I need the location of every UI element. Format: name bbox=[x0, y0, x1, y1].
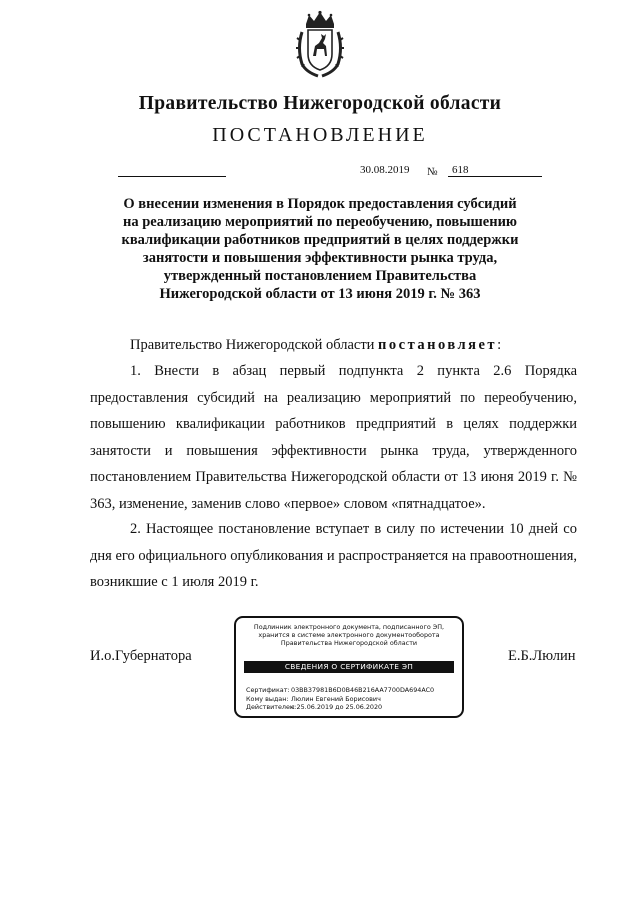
stamp-intro-line: хранится в системе электронного документооборота bbox=[258, 631, 440, 639]
validity-value: с 25.06.2019 до 25.06.2020 bbox=[291, 703, 383, 711]
stamp-intro-line: Правительства Нижегородской области bbox=[280, 639, 418, 647]
title-line: на реализацию мероприятий по переобучению, повышению bbox=[122, 214, 518, 230]
stamp-certificate-header: СВЕДЕНИЯ О СЕРТИФИКАТЕ ЭП bbox=[244, 661, 454, 673]
issued-to-value: Люлин Евгений Борисович bbox=[291, 694, 381, 703]
preamble-colon: : bbox=[497, 337, 502, 353]
validity-row bbox=[246, 703, 456, 712]
issued-to-row bbox=[246, 695, 456, 704]
title-line: Нижегородской области от 13 июня 2019 г. № 363 bbox=[159, 286, 481, 302]
document-number: 618 bbox=[448, 164, 542, 177]
stamp-details bbox=[246, 686, 456, 712]
certificate-row bbox=[246, 686, 456, 695]
certificate-value: 03BB37981B6D0B46B216AA7700DA694AC0 bbox=[291, 686, 435, 694]
title-line: О внесении изменения в Порядок предоставления субсидий bbox=[123, 196, 517, 212]
certificate-label: Сертификат: bbox=[246, 686, 290, 694]
organization-name: Правительство Нижегородской области bbox=[138, 93, 502, 114]
blank-date-line bbox=[118, 176, 226, 177]
title-line: занятости и повышения эффективности рынка труда, bbox=[142, 250, 498, 266]
electronic-signature-stamp bbox=[234, 616, 464, 718]
title-line: утвержденный постановлением Правительства bbox=[163, 268, 477, 284]
stamp-intro-line: Подлинник электронного документа, подписанного ЭП, bbox=[253, 623, 445, 631]
coat-of-arms-icon bbox=[296, 10, 344, 78]
preamble-text: Правительство Нижегородской области bbox=[130, 337, 375, 353]
signatory-position: И.о.Губернатора bbox=[90, 648, 192, 664]
title-line: квалификации работников предприятий в целях поддержки bbox=[121, 232, 519, 248]
document-type: ПОСТАНОВЛЕНИЕ bbox=[212, 124, 428, 146]
document-title bbox=[100, 195, 540, 303]
signatory-name: Е.Б.Люлин bbox=[508, 648, 576, 664]
document-date: 30.08.2019 bbox=[360, 164, 410, 176]
issued-to-label: Кому выдан: bbox=[246, 694, 289, 703]
validity-label: Действителен: bbox=[246, 703, 297, 711]
paragraph-2: 2. Настоящее постановление вступает в силу по истечении 10 дней со дня его официального опубликования и распространяется на правоотношения, возникшие с 1 июля 2019 г. bbox=[90, 521, 577, 590]
preamble-verb: постановляет bbox=[378, 337, 498, 353]
paragraph-1: 1. Внести в абзац первый подпункта 2 пункта 2.6 Порядка предоставления субсидий на реализацию мероприятий по переобучению, повышению квалификации работников предприятий в целях поддержки занятости и повышения эффективности рынка труда, утвержденного постановлением Правительства Нижегородской области от 13 июня 2019 г. № 363, изменение, заменив слово «первое» словом «пятнадцатое». bbox=[90, 363, 577, 512]
preamble bbox=[90, 332, 577, 359]
number-sign: № bbox=[427, 166, 438, 178]
stamp-intro bbox=[242, 623, 456, 647]
